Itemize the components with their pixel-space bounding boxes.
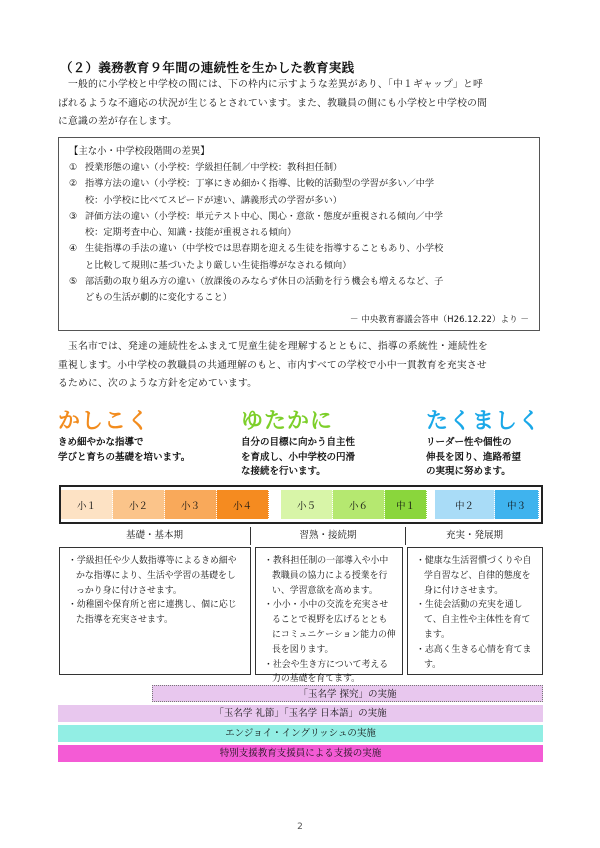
theme-title-takumashiku: たくましく bbox=[426, 409, 542, 434]
box-title: 【主な小・中学校段階間の差異】 bbox=[69, 146, 210, 157]
differences-box bbox=[58, 137, 540, 331]
grade-cell: 小３ bbox=[165, 490, 217, 519]
program-band: 特別支援教育支援員による支援の実施 bbox=[58, 745, 543, 762]
grade-cell: 小４ bbox=[217, 490, 269, 519]
list-item: ③ 評価方法の違い（小学校：単元テスト中心、関心・意欲・態度が重視される傾向／中学 校：定期考査中心、知識・技能が重視される傾向） bbox=[69, 210, 443, 239]
list-item: ① 授業形態の違い（小学校：学級担任制／中学校：教科担任制） bbox=[69, 162, 343, 173]
list-item: ⑤ 部活動の取り組み方の違い（放課後のみならず休日の活動を行う機会も増えるなど、子 どもの生活が劇的に変化すること） bbox=[69, 276, 444, 304]
program-band: 「玉名学 礼節」「玉名学 日本語」の実施 bbox=[58, 705, 543, 722]
theme-goal: きめ細やかな指導で 学びと育ちの基礎を培います。 bbox=[58, 437, 191, 463]
grade-cell: 中２ bbox=[435, 490, 495, 519]
grade-cell: 小２ bbox=[113, 490, 165, 519]
intro-line: ばれるような不適応の状況が生じるとされています。また、教職員の側にも小学校と中学校の間 bbox=[58, 97, 488, 109]
policy-line: 玉名市では、発達の連続性をふまえて児童生徒を理解するとともに、指導の系統性・連続性を bbox=[58, 341, 488, 352]
program-band: 「玉名学 探究」の実施 bbox=[152, 685, 543, 702]
page-number: 2 bbox=[297, 822, 303, 832]
period-column: ・健康な生活習慣づくりや自学自習など、自律的態度を身に付けさせます。 ・生徒会活動の充実を通して、自主性や主体性を育てます。 ・志高く生きる心情を育てます。 bbox=[407, 547, 543, 675]
grade-cell: 中３ bbox=[495, 490, 539, 519]
intro-line: に意識の差が存在します。 bbox=[58, 116, 178, 127]
theme-goal: リーダー性や個性の 伸長を図り、進路希望 の実現に努めます。 bbox=[426, 437, 522, 477]
period-column: ・学級担任や少人数指導等によるきめ細やかな指導により、生活や学習の基礎をしっかり身に付けさせます。 ・幼稚園や保育所と密に連携し、個に応じた指導を充実させます。 bbox=[59, 547, 251, 675]
period-column: ・教科担任制の一部導入や小中教職員の協力による授業を行い、学習意欲を高めます。 ・小小・小中の交流を充実させることで視野を広げるとともにコミュニケーション能力の伸長を図ります。 ・社会や生き方について考える力の基礎を育てます。 bbox=[255, 547, 403, 675]
grade-cell: 小６ bbox=[333, 490, 385, 519]
policy-line: 重視します。小中学校の教職員の共通理解のもと、市内すべての学校で小中一貫教育を充実させ bbox=[58, 359, 487, 371]
period-label: 基礎・基本期 bbox=[125, 530, 183, 541]
period-label: 充実・発展期 bbox=[445, 530, 503, 541]
source-citation: － 中央教育審議会答申（H26.12.22）より － bbox=[349, 315, 529, 325]
list-item: ④ 生徒指導の手法の違い（中学校では思春期を迎える生徒を指導することもあり、小学校 と比較して規則に基づいたより厳しい生徒指導がなされる傾向） bbox=[69, 243, 444, 271]
theme-title-kashikoku: かしこく bbox=[58, 409, 151, 434]
theme-title-yutakani: ゆたかに bbox=[241, 409, 334, 434]
intro-line: 一般的に小学校と中学校の間には、下の枠内に示すような差異があり、「中１ギャップ」と呼 bbox=[58, 79, 483, 90]
policy-line: るために、次のような方針を定めています。 bbox=[58, 378, 258, 389]
program-band: エンジョイ・イングリッシュの実施 bbox=[58, 725, 543, 742]
theme-goal: 自分の目標に向かう自主性 を育成し、小中学校の円滑 な接続を行います。 bbox=[241, 437, 356, 477]
section-heading: （２）義務教育９年間の連続性を生かした教育実践 bbox=[60, 60, 355, 75]
intro-paragraph bbox=[58, 76, 546, 132]
grade-cell: 中１ bbox=[385, 490, 427, 519]
policy-paragraph bbox=[58, 338, 546, 394]
differences-list bbox=[69, 160, 531, 307]
list-item: ② 指導方法の違い（小学校：丁寧にきめ細かく指導、比較的活動型の学習が多い／中学 校：小学校に比べてスピードが速い、講義形式の学習が多い） bbox=[69, 178, 435, 206]
grade-cell: 小５ bbox=[281, 490, 333, 519]
grade-bar bbox=[59, 485, 543, 524]
period-label: 習熟・接続期 bbox=[299, 530, 357, 541]
grade-cell: 小１ bbox=[61, 490, 113, 519]
